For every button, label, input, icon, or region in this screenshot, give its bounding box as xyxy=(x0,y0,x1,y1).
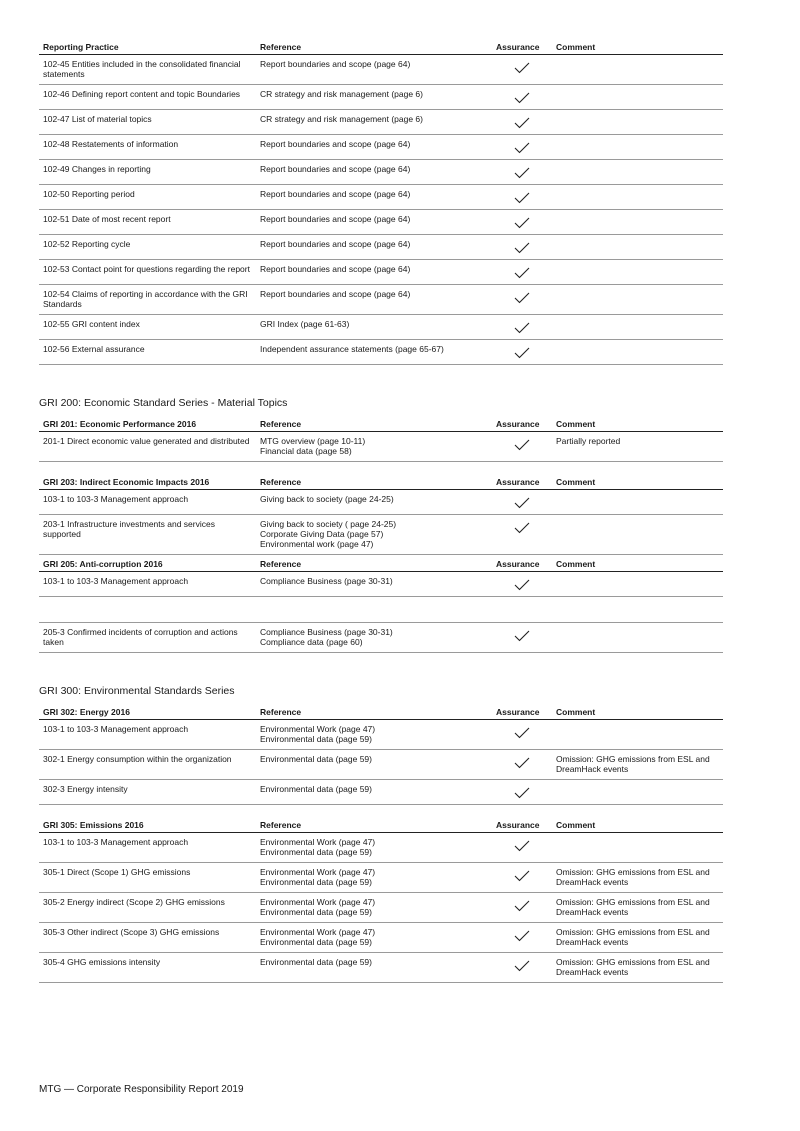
header-comment: Comment xyxy=(552,38,723,55)
reference-cell xyxy=(256,515,492,555)
header-practice: GRI 205: Anti-corruption 2016 xyxy=(39,555,256,572)
group-header xyxy=(39,555,723,572)
table-row xyxy=(39,923,723,953)
header-comment: Comment xyxy=(552,703,723,720)
checkmark-icon xyxy=(496,960,548,972)
comment-cell xyxy=(552,623,723,653)
table-row xyxy=(39,515,723,555)
checkmark-icon xyxy=(496,727,548,739)
reference-cell xyxy=(256,780,492,805)
checkmark-icon xyxy=(496,787,548,799)
reference-line: MTG overview (page 10-11) xyxy=(260,436,366,446)
practice-cell: 102-50 Reporting period xyxy=(39,185,256,210)
practice-cell: 305-2 Energy indirect (Scope 2) GHG emissions xyxy=(39,893,256,923)
reference-cell xyxy=(256,340,492,365)
practice-cell: 305-3 Other indirect (Scope 3) GHG emissions xyxy=(39,923,256,953)
practice-cell: 102-54 Claims of reporting in accordance with the GRI Standards xyxy=(39,285,256,315)
checkmark-icon xyxy=(496,870,548,882)
checkmark-icon xyxy=(496,117,548,129)
checkmark-icon xyxy=(496,757,548,769)
gri-content-index xyxy=(39,38,723,983)
comment-cell xyxy=(552,515,723,555)
assurance-cell xyxy=(492,185,552,210)
reference-line: Giving back to society ( page 24-25) xyxy=(260,519,397,529)
reference-line: Environmental data (page 59) xyxy=(260,937,372,947)
table-row xyxy=(39,210,723,235)
table-row xyxy=(39,490,723,515)
comment-cell xyxy=(552,833,723,863)
comment-cell xyxy=(552,315,723,340)
assurance-cell xyxy=(492,135,552,160)
reference-line: Environmental data (page 59) xyxy=(260,877,372,887)
header-assurance: Assurance xyxy=(492,816,552,833)
comment-cell xyxy=(552,85,723,110)
header-reference: Reference xyxy=(256,38,492,55)
comment-cell xyxy=(552,572,723,597)
group-gap xyxy=(39,805,723,817)
reference-cell xyxy=(256,720,492,750)
assurance-cell xyxy=(492,833,552,863)
table-row xyxy=(39,623,723,653)
assurance-cell xyxy=(492,720,552,750)
checkmark-icon xyxy=(496,167,548,179)
reference-cell xyxy=(256,893,492,923)
reference-line: Environmental data (page 59) xyxy=(260,847,372,857)
assurance-cell xyxy=(492,863,552,893)
reference-cell xyxy=(256,953,492,983)
table-row xyxy=(39,85,723,110)
comment-cell xyxy=(552,135,723,160)
table-row xyxy=(39,110,723,135)
reference-line: Compliance Business (page 30-31) xyxy=(260,576,393,586)
comment-cell xyxy=(552,235,723,260)
table-row xyxy=(39,833,723,863)
assurance-cell xyxy=(492,572,552,597)
header-comment: Comment xyxy=(552,555,723,572)
section-title: GRI 200: Economic Standard Series - Material Topics xyxy=(39,397,288,409)
comment-cell xyxy=(552,285,723,315)
assurance-cell xyxy=(492,235,552,260)
header-comment: Comment xyxy=(552,415,723,432)
practice-cell: 102-56 External assurance xyxy=(39,340,256,365)
practice-cell: 102-55 GRI content index xyxy=(39,315,256,340)
checkmark-icon xyxy=(496,522,548,534)
group-header xyxy=(39,816,723,833)
assurance-cell xyxy=(492,953,552,983)
practice-cell: 302-3 Energy intensity xyxy=(39,780,256,805)
reference-cell xyxy=(256,315,492,340)
header-practice: GRI 203: Indirect Economic Impacts 2016 xyxy=(39,473,256,490)
comment-cell xyxy=(552,210,723,235)
checkmark-icon xyxy=(496,439,548,451)
table-row xyxy=(39,893,723,923)
reference-line: Report boundaries and scope (page 64) xyxy=(260,164,411,174)
assurance-cell xyxy=(492,750,552,780)
comment-cell: Partially reported xyxy=(552,432,723,462)
practice-cell: 103-1 to 103-3 Management approach xyxy=(39,490,256,515)
assurance-cell xyxy=(492,515,552,555)
table-row xyxy=(39,597,723,623)
reference-line: Environmental Work (page 47) xyxy=(260,867,376,877)
reference-cell xyxy=(256,833,492,863)
checkmark-icon xyxy=(496,267,548,279)
reference-line: Environmental Work (page 47) xyxy=(260,724,376,734)
reference-cell xyxy=(256,135,492,160)
assurance-cell xyxy=(492,623,552,653)
reference-cell xyxy=(256,597,492,623)
practice-cell: 103-1 to 103-3 Management approach xyxy=(39,572,256,597)
comment-cell xyxy=(552,780,723,805)
reference-line: Environmental work (page 47) xyxy=(260,539,374,549)
comment-cell xyxy=(552,185,723,210)
reference-line: Financial data (page 58) xyxy=(260,446,352,456)
group-gap xyxy=(39,462,723,474)
reference-cell xyxy=(256,750,492,780)
comment-cell xyxy=(552,720,723,750)
assurance-cell xyxy=(492,490,552,515)
practice-cell: 102-47 List of material topics xyxy=(39,110,256,135)
practice-cell: 102-53 Contact point for questions regarding the report xyxy=(39,260,256,285)
reference-cell xyxy=(256,285,492,315)
reference-cell xyxy=(256,923,492,953)
comment-cell xyxy=(552,160,723,185)
comment-cell xyxy=(552,597,723,623)
comment-cell: Omission: GHG emissions from ESL and DreamHack events xyxy=(552,863,723,893)
comment-cell xyxy=(552,340,723,365)
reference-line: Environmental data (page 59) xyxy=(260,754,372,764)
table-row xyxy=(39,315,723,340)
assurance-cell xyxy=(492,893,552,923)
reference-cell xyxy=(256,863,492,893)
assurance-cell xyxy=(492,923,552,953)
group-header xyxy=(39,703,723,720)
reference-cell xyxy=(256,432,492,462)
table-row xyxy=(39,340,723,365)
reference-line: Compliance data (page 60) xyxy=(260,637,363,647)
reference-line: Environmental Work (page 47) xyxy=(260,927,376,937)
assurance-cell xyxy=(492,260,552,285)
practice-cell: 103-1 to 103-3 Management approach xyxy=(39,720,256,750)
reference-cell xyxy=(256,260,492,285)
practice-cell: 103-1 to 103-3 Management approach xyxy=(39,833,256,863)
reference-line: CR strategy and risk management (page 6) xyxy=(260,89,423,99)
reference-cell xyxy=(256,110,492,135)
checkmark-icon xyxy=(496,62,548,74)
reference-line: Report boundaries and scope (page 64) xyxy=(260,189,411,199)
practice-cell: 205-3 Confirmed incidents of corruption and actions taken xyxy=(39,623,256,653)
checkmark-icon xyxy=(496,192,548,204)
reference-line: Environmental data (page 59) xyxy=(260,907,372,917)
assurance-cell xyxy=(492,210,552,235)
comment-cell: Omission: GHG emissions from ESL and DreamHack events xyxy=(552,953,723,983)
table-row xyxy=(39,185,723,210)
checkmark-icon xyxy=(496,292,548,304)
comment-cell xyxy=(552,490,723,515)
reference-line: Environmental data (page 59) xyxy=(260,957,372,967)
checkmark-icon xyxy=(496,900,548,912)
comment-cell xyxy=(552,110,723,135)
table-row xyxy=(39,953,723,983)
reference-cell xyxy=(256,55,492,85)
header-reference: Reference xyxy=(256,473,492,490)
table-row xyxy=(39,780,723,805)
reference-line: Report boundaries and scope (page 64) xyxy=(260,289,411,299)
checkmark-icon xyxy=(496,930,548,942)
checkmark-icon xyxy=(496,322,548,334)
header-assurance: Assurance xyxy=(492,555,552,572)
header-comment: Comment xyxy=(552,816,723,833)
table-row xyxy=(39,235,723,260)
table-row xyxy=(39,135,723,160)
checkmark-icon xyxy=(496,217,548,229)
reference-line: Environmental Work (page 47) xyxy=(260,837,376,847)
table-row xyxy=(39,260,723,285)
reference-line: GRI Index (page 61-63) xyxy=(260,319,350,329)
header-reference: Reference xyxy=(256,703,492,720)
reference-cell xyxy=(256,210,492,235)
practice-cell: 201-1 Direct economic value generated and distributed xyxy=(39,432,256,462)
reference-cell xyxy=(256,185,492,210)
assurance-cell xyxy=(492,780,552,805)
assurance-cell xyxy=(492,315,552,340)
reference-cell xyxy=(256,235,492,260)
assurance-cell xyxy=(492,597,552,623)
reference-line: Report boundaries and scope (page 64) xyxy=(260,139,411,149)
table-header xyxy=(39,38,723,55)
checkmark-icon xyxy=(496,142,548,154)
header-reference: Reference xyxy=(256,415,492,432)
reference-line: Report boundaries and scope (page 64) xyxy=(260,264,411,274)
practice-cell xyxy=(39,597,256,623)
header-assurance: Assurance xyxy=(492,473,552,490)
header-comment: Comment xyxy=(552,473,723,490)
reference-line: Corporate Giving Data (page 57) xyxy=(260,529,384,539)
practice-cell: 302-1 Energy consumption within the organization xyxy=(39,750,256,780)
assurance-cell xyxy=(492,285,552,315)
reference-line: CR strategy and risk management (page 6) xyxy=(260,114,423,124)
checkmark-icon xyxy=(496,840,548,852)
page-footer: MTG — Corporate Responsibility Report 2019 xyxy=(39,1084,244,1095)
header-practice: GRI 201: Economic Performance 2016 xyxy=(39,415,256,432)
reference-cell xyxy=(256,572,492,597)
reference-cell xyxy=(256,490,492,515)
table-row xyxy=(39,285,723,315)
practice-cell: 102-46 Defining report content and topic Boundaries xyxy=(39,85,256,110)
header-assurance: Assurance xyxy=(492,703,552,720)
comment-cell: Omission: GHG emissions from ESL and DreamHack events xyxy=(552,923,723,953)
reference-line: Environmental Work (page 47) xyxy=(260,897,376,907)
section-title: GRI 300: Environmental Standards Series xyxy=(39,685,235,697)
reference-line: Environmental data (page 59) xyxy=(260,734,372,744)
reference-line: Independent assurance statements (page 65-67) xyxy=(260,344,444,354)
header-assurance: Assurance xyxy=(492,38,552,55)
reference-line: Giving back to society (page 24-25) xyxy=(260,494,394,504)
table-row xyxy=(39,432,723,462)
assurance-cell xyxy=(492,340,552,365)
section-table xyxy=(39,703,723,983)
table-row xyxy=(39,160,723,185)
header-practice: Reporting Practice xyxy=(39,38,256,55)
practice-cell: 102-45 Entities included in the consolidated financial statements xyxy=(39,55,256,85)
header-assurance: Assurance xyxy=(492,415,552,432)
checkmark-icon xyxy=(496,347,548,359)
reporting-practice-table xyxy=(39,38,723,365)
checkmark-icon xyxy=(496,497,548,509)
practice-cell: 102-49 Changes in reporting xyxy=(39,160,256,185)
reference-cell xyxy=(256,85,492,110)
practice-cell: 305-1 Direct (Scope 1) GHG emissions xyxy=(39,863,256,893)
table-row xyxy=(39,863,723,893)
comment-cell: Omission: GHG emissions from ESL and DreamHack events xyxy=(552,893,723,923)
checkmark-icon xyxy=(496,242,548,254)
assurance-cell xyxy=(492,110,552,135)
reference-line: Report boundaries and scope (page 64) xyxy=(260,239,411,249)
table-row xyxy=(39,572,723,597)
reference-cell xyxy=(256,160,492,185)
assurance-cell xyxy=(492,85,552,110)
group-header xyxy=(39,415,723,432)
checkmark-icon xyxy=(496,92,548,104)
table-row xyxy=(39,750,723,780)
header-reference: Reference xyxy=(256,816,492,833)
header-practice: GRI 302: Energy 2016 xyxy=(39,703,256,720)
practice-cell: 102-48 Restatements of information xyxy=(39,135,256,160)
reference-line: Environmental data (page 59) xyxy=(260,784,372,794)
header-practice: GRI 305: Emissions 2016 xyxy=(39,816,256,833)
assurance-cell xyxy=(492,432,552,462)
comment-cell: Omission: GHG emissions from ESL and DreamHack events xyxy=(552,750,723,780)
table-row xyxy=(39,720,723,750)
practice-cell: 203-1 Infrastructure investments and services supported xyxy=(39,515,256,555)
reference-line: Compliance Business (page 30-31) xyxy=(260,627,393,637)
practice-cell: 305-4 GHG emissions intensity xyxy=(39,953,256,983)
table-row xyxy=(39,55,723,85)
checkmark-icon xyxy=(496,579,548,591)
header-reference: Reference xyxy=(256,555,492,572)
reference-cell xyxy=(256,623,492,653)
practice-cell: 102-51 Date of most recent report xyxy=(39,210,256,235)
practice-cell: 102-52 Reporting cycle xyxy=(39,235,256,260)
section-table xyxy=(39,415,723,653)
assurance-cell xyxy=(492,160,552,185)
group-header xyxy=(39,473,723,490)
comment-cell xyxy=(552,260,723,285)
reference-line: Report boundaries and scope (page 64) xyxy=(260,59,411,69)
comment-cell xyxy=(552,55,723,85)
checkmark-icon xyxy=(496,630,548,642)
reference-line: Report boundaries and scope (page 64) xyxy=(260,214,411,224)
assurance-cell xyxy=(492,55,552,85)
